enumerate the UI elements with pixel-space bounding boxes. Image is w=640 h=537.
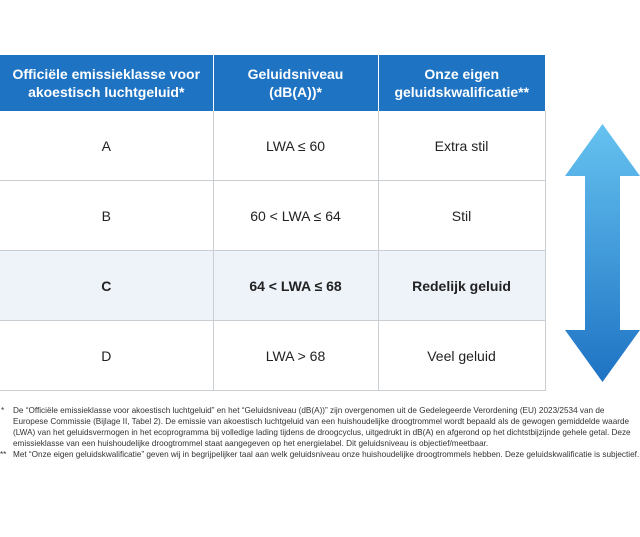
- footnote-1: [0, 405, 640, 449]
- cell-class: A: [0, 111, 213, 181]
- cell-qualification: Stil: [378, 181, 545, 251]
- cell-level: LWA > 68: [213, 321, 378, 391]
- noise-class-table: [0, 55, 546, 391]
- cell-class: C: [0, 251, 213, 321]
- header-own-qualification: Onze eigen geluidskwalificatie**: [378, 55, 545, 111]
- cell-qualification: Redelijk geluid: [378, 251, 545, 321]
- cell-class: B: [0, 181, 213, 251]
- cell-qualification: Veel geluid: [378, 321, 545, 391]
- footnotes: [0, 405, 640, 460]
- header-emission-class: Officiële emissieklasse voor akoestisch luchtgeluid*: [0, 55, 213, 111]
- header-noise-level: Geluidsniveau (dB(A))*: [213, 55, 378, 111]
- cell-qualification: Extra stil: [378, 111, 545, 181]
- double-arrow-vertical-icon: [565, 124, 640, 382]
- table-row: [0, 111, 545, 181]
- footnote-mark: *: [1, 406, 5, 415]
- cell-level: 60 < LWA ≤ 64: [213, 181, 378, 251]
- footnote-mark: **: [0, 450, 7, 459]
- cell-class: D: [0, 321, 213, 391]
- footnote-2: [0, 449, 640, 460]
- table-row: [0, 321, 545, 391]
- cell-level: 64 < LWA ≤ 68: [213, 251, 378, 321]
- table-row: [0, 181, 545, 251]
- footnote-text: De “Officiële emissieklasse voor akoestisch luchtgeluid” en het “Geluidsniveau (dB(A))” zijn overgenomen uit de Gedelegeerde Verordening (EU) 2023/2534 van de Europese Commissie (Bijlage II, Tabel 2). De emissie van akoestisch luchtgeluid van een huishoudelijke droogtrommel wordt bepaald als de gewogen gemiddelde waarde (LWA) van het geluidsvermogen in het ecoprogramma bij volledige lading tijdens de droogcyclus, uitgedrukt in dB(A) en afgerond op het dichtstbijzijnde gehele getal. Deze emissieklasse van een huishoudelijke droogtrommel staat aangegeven op het energielabel. Dit geluidsniveau is objectief/meetbaar.: [13, 406, 631, 448]
- footnote-text: Met “Onze eigen geluidskwalificatie” geven wij in begrijpelijker taal aan welk geluidsniveau onze huishoudelijke droogtrommels hebben. Deze geluidskwalificatie is subjectief.: [13, 450, 640, 459]
- table-row-highlighted: [0, 251, 545, 321]
- table-header-row: [0, 55, 545, 111]
- cell-level: LWA ≤ 60: [213, 111, 378, 181]
